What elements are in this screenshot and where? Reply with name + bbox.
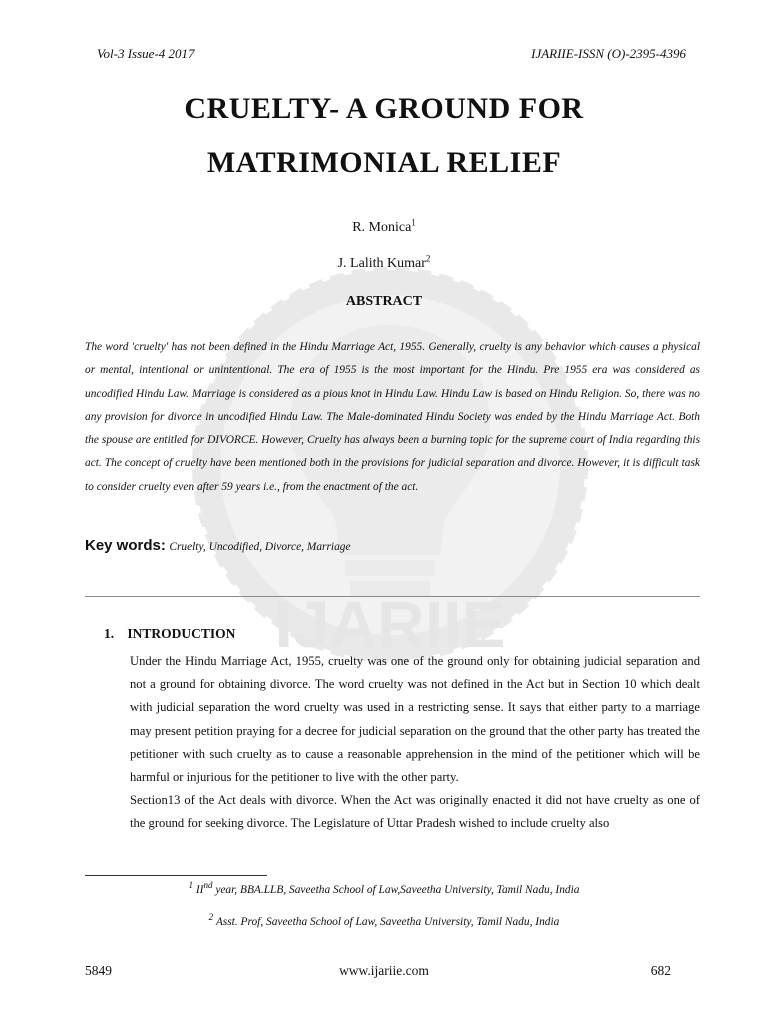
footnote-divider xyxy=(85,875,267,876)
watermark-text: IJARIIE xyxy=(274,587,506,661)
footnote-1-prefix-sup: nd xyxy=(203,880,213,891)
keywords-label: Key words: xyxy=(85,537,166,554)
section-heading xyxy=(104,626,235,642)
footnote-1-mark: 1 xyxy=(188,880,194,891)
header-volume-issue: Vol-3 Issue-4 2017 xyxy=(97,46,195,61)
body-paragraph-1: Under the Hindu Marriage Act, 1955, cruelty was one of the ground only for obtaining judicial separation and not a ground for obtaining divorce. The word cruelty was not defined in the Act but in Section 10 which dealt with judicial separation the word cruelty was used in a restricting sense. It says that either party to a marriage may present petition praying for a decree for judicial separation on the ground that the other party has treated the petitioner with such cruelty as to cause a reasonable apprehension in the mind of the petitioner which will be harmful or injurious for the petitioner to live with the other party. xyxy=(130,654,700,785)
footnote-2 xyxy=(0,912,768,928)
footer-paper-id: 5849 xyxy=(85,963,112,978)
author-1-name: R. Monica xyxy=(352,220,412,235)
footer-website: www.ijariie.com xyxy=(339,963,429,978)
author-2-name: J. Lalith Kumar xyxy=(337,256,426,271)
author-2 xyxy=(0,253,768,272)
footnote-2-mark: 2 xyxy=(208,912,214,923)
abstract-text: The word 'cruelty' has not been defined in the Hindu Marriage Act, 1955. Generally, cruelty is any behavior which causes a physical or mental, intentional or unintentional. The era of 1955 is the most important for the Hindu. Pre 1955 era was considered as uncodified Hindu Law. Marriage is considered as a pious knot in Hindu Law. Hindu Law is based on Hindu Religion. So, there was no any provision for divorce in uncodified Hindu Law. The Male-dominated Hindu Society was ended by the Hindu Marriage Act. Both the spouse are entitled for DIVORCE. However, Cruelty has always been a burning topic for the supreme court of India regarding this act. The concept of cruelty have been mentioned both in the provisions for judicial separation and divorce. However, it is difficult task to consider cruelty even after 59 years i.e., from the enactment of the act. xyxy=(85,341,700,493)
section-body xyxy=(130,650,700,836)
section-title: INTRODUCTION xyxy=(127,626,236,641)
footer-page-number: 682 xyxy=(650,963,671,978)
author-1-footnote-mark: 1 xyxy=(411,217,416,228)
footnote-1 xyxy=(0,880,768,896)
keywords-text: Cruelty, Uncodified, Divorce, Marriage xyxy=(169,541,351,553)
keywords xyxy=(85,537,351,555)
footnote-1-prefix: II xyxy=(195,884,204,896)
footnote-1-text: year, BBA.LLB, Saveetha School of Law,Saveetha University, Tamil Nadu, India xyxy=(212,884,580,896)
paper-title-line-2: MATRIMONIAL RELIEF xyxy=(206,146,562,179)
body-paragraph-2: Section13 of the Act deals with divorce. When the Act was originally enacted it did not have cruelty as one of the ground for seeking divorce. The Legislature of Uttar Pradesh wished to include cruelty also xyxy=(130,793,700,831)
section-number: 1. xyxy=(104,626,115,641)
author-1 xyxy=(0,217,768,236)
header-issn: IJARIIE-ISSN (O)-2395-4396 xyxy=(531,46,686,61)
author-2-footnote-mark: 2 xyxy=(425,253,431,264)
abstract-heading: ABSTRACT xyxy=(345,294,423,309)
paper-title-line-1: CRUELTY- A GROUND FOR xyxy=(184,92,584,125)
section-divider xyxy=(85,596,700,597)
footnote-2-text: Asst. Prof, Saveetha School of Law, Saveetha University, Tamil Nadu, India xyxy=(215,916,560,928)
